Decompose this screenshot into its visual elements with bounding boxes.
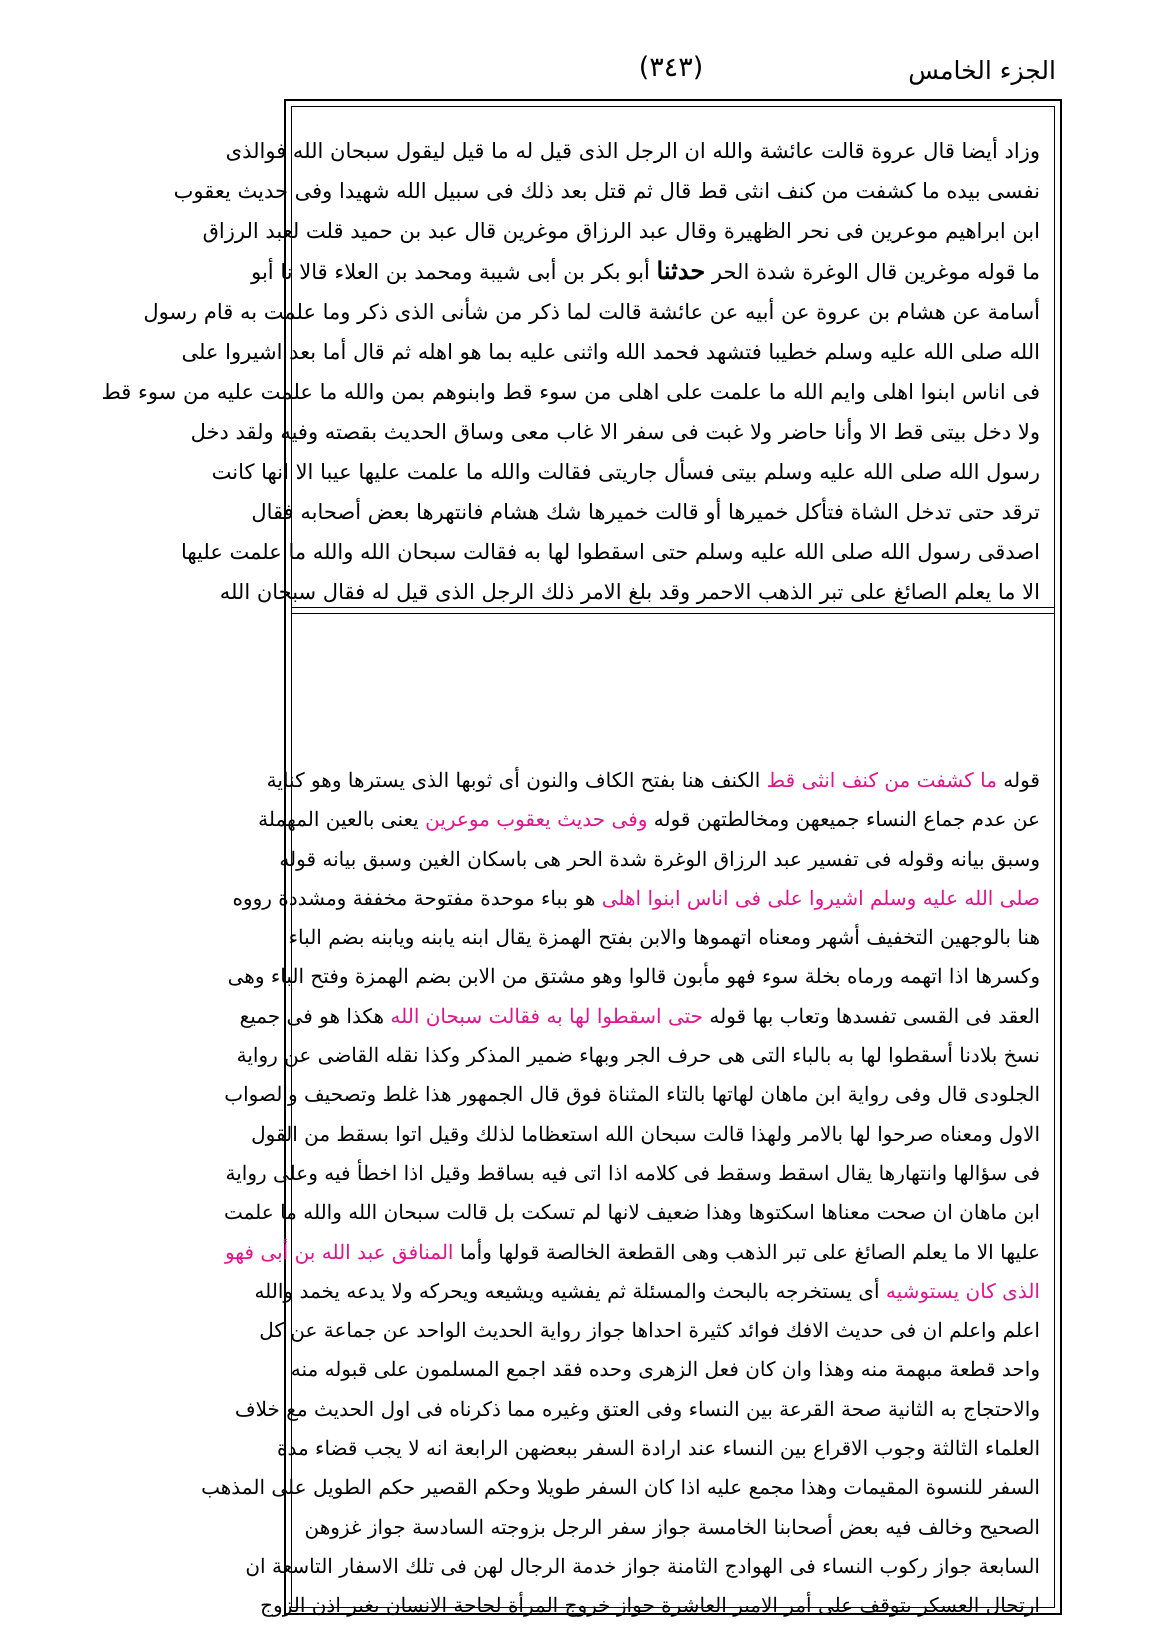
- commentary-line: العلماء الثالثة وجوب الاقراع بين النساء عند ارادة السفر ببعضهن الرابعة انه لا يجب قضاء مدة: [277, 1436, 1040, 1461]
- commentary-fragment: عليها الا ما يعلم الصائغ على تبر الذهب وهى القطعة الخالصة قولها وأما: [453, 1239, 1040, 1264]
- hadith-line: وزاد أيضا قال عروة قالت عائشة والله ان الرجل الذى قيل له ما قيل ليقول سبحان الله فوالذى: [225, 139, 1040, 163]
- page-frame: [101, 99, 1062, 1618]
- quoted-phrase: ما كشفت من كنف انثى قط: [766, 768, 997, 792]
- hadith-line-head: ما قوله موغرين قال الوغرة شدة الحر: [711, 260, 1040, 284]
- commentary-line: الاول ومعناه صرحوا لها بالامر ولهذا قالت سبحان الله استعظاما لذلك وقيل اتوا بسقط من القول: [251, 1121, 1040, 1146]
- commentary-line: [258, 800, 1040, 839]
- commentary-line: هنا بالوجهين التخفيف أشهر ومعناه اتهموها والابن بفتح الهمزة يقال ابنه يابنه ويابنه بضم الباء: [288, 925, 1040, 950]
- commentary-line: فى سؤالها وانتهارها يقال اسقط وسقط فى كلامه اذا اتى فيه بساقط وقيل اذا اخطأ فيه وعلى رواية: [225, 1160, 1040, 1185]
- commentary-text: [201, 761, 1040, 1618]
- commentary-fragment: عن عدم جماع النساء جميعهن ومخالطتهن قوله: [647, 807, 1040, 832]
- commentary-line: السابعة جواز ركوب النساء فى الهوادج الثامنة جواز خدمة الرجال لهن فى تلك الاسفار التاسعة ان: [245, 1553, 1040, 1578]
- hadith-line-with-heading: [251, 251, 1040, 292]
- commentary-line: ابن ماهان ان صحت معناها اسكتوها وهذا ضعيف لانها لم تسكت بل قالت سبحان الله والله ما علمت: [223, 1200, 1040, 1225]
- commentary-line: [224, 1233, 1040, 1272]
- commentary-line: [254, 1272, 1040, 1311]
- commentary-line: ارتحال العسكر يتوقف على أمر الامير العاشرة جواز خروج المرأة لحاجة الانسان بغير اذن الزوج: [260, 1593, 1040, 1618]
- quoted-phrase: حتى اسقطوا لها به فقالت سبحان الله: [390, 1003, 704, 1028]
- commentary-fragment: هو بباء موحدة مفتوحة مخففة ومشددة رووه: [232, 885, 602, 910]
- commentary-fragment: يعنى بالعين المهملة: [258, 807, 426, 832]
- commentary-line: والاحتجاج به الثانية صحة القرعة بين النساء وفى العتق وغيره مما ذكرناه فى اول الحديث مع خلاف: [234, 1396, 1040, 1421]
- hadith-line: فى اناس ابنوا اهلى وايم الله ما علمت على اهلى من سوء قط وابنوهم بمن والله ما علمت عليه من سوء قط: [101, 380, 1040, 404]
- commentary-line: واحد قطعة مبهمة منه وهذا وان كان فعل الزهرى وحده فقد اجمع المسلمون على قبوله منه: [290, 1357, 1040, 1382]
- hadith-line: أسامة عن هشام بن عروة عن أبيه عن عائشة قالت لما ذكر من شأنى الذى ذكر وما علمت به قام رسول: [143, 300, 1040, 324]
- haddathana-heading: حدثنا: [656, 256, 706, 285]
- commentary-line: الصحيح وخالف فيه بعض أصحابنا الخامسة جواز سفر الرجل بزوجته السادسة جواز غزوهن: [304, 1514, 1040, 1539]
- commentary-fragment: الكنف هنا بفتح الكاف والنون أى ثوبها الذى يسترها وهو كناية: [266, 768, 767, 792]
- hadith-line-tail: أبو بكر بن أبى شيبة ومحمد بن العلاء قالا نا أبو: [251, 260, 650, 284]
- commentary-line: نسخ بلادنا أسقطوا لها به بالباء التى هى حرف الجر وبهاء ضمير المذكر وكذا نقله القاضى عن رواية: [236, 1043, 1040, 1068]
- commentary-fragment: العقد فى القسى تفسدها وتعاب بها قوله: [703, 1003, 1040, 1028]
- hadith-line: ابن ابراهيم موعرين فى نحر الظهيرة وقال عبد الرزاق موغرين قال عبد بن حميد قلت لعبد الرزاق: [202, 219, 1040, 243]
- hadith-line: الا ما يعلم الصائغ على تبر الذهب الاحمر وقد بلغ الامر ذلك الرجل الذى قيل له فقال سبحان الله: [219, 580, 1040, 604]
- commentary-line: [232, 879, 1040, 918]
- commentary-line: الجلودى قال وفى رواية ابن ماهان لهاتها بالتاء المثناة فوق قال الجمهور هذا غلط وتصحيف والصواب: [224, 1082, 1040, 1107]
- hadith-line: الله صلى الله عليه وسلم خطيبا فتشهد فحمد الله واثنى عليه بما هو اهله ثم قال أما بعد اشيروا على: [181, 340, 1040, 364]
- commentary-fragment: أى يستخرجه بالبحث والمسئلة ثم يفشيه ويشيعه ويحركه ولا يدعه يخمد والله: [254, 1278, 886, 1303]
- commentary-line: اعلم واعلم ان فى حديث الافك فوائد كثيرة احداها جواز رواية الحديث الواحد عن جماعة عن كل: [259, 1318, 1040, 1343]
- hadith-text: [101, 131, 1040, 726]
- commentary-line: السفر للنسوة المقيمات وهذا مجمع عليه اذا كان السفر طويلا وحكم القصير حكم الطويل على المذهب: [201, 1475, 1040, 1500]
- commentary-fragment: هكذا هو فى جميع: [239, 1003, 391, 1028]
- commentary-line: وكسرها اذا اتهمه ورماه بخلة سوء فهو مأبون قالوا وهو مشتق من الابن بضم الهمزة وفتح الباء وهى: [227, 964, 1040, 989]
- hadith-line: اصدقى رسول الله صلى الله عليه وسلم حتى اسقطوا لها به فقالت سبحان الله والله ما علمت عليها: [180, 540, 1040, 564]
- commentary-fragment: قوله: [996, 768, 1040, 792]
- quoted-phrase: صلى الله عليه وسلم اشيروا على فى اناس ابنوا اهلى: [601, 885, 1040, 910]
- page-header: [284, 48, 1056, 98]
- commentary-line: [239, 997, 1040, 1036]
- commentary-line: وسبق بيانه وقوله فى تفسير عبد الرزاق الوغرة شدة الحر هى باسكان الغين وسبق بيانه قوله: [279, 846, 1040, 871]
- hadith-line: ولا دخل بيتى قط الا وأنا حاضر ولا غبت فى سفر الا غاب معى وساق الحديث بقصته وفيه ولقد دخل: [190, 420, 1040, 444]
- quoted-phrase: الذى كان يستوشيه: [885, 1278, 1040, 1303]
- running-title: الجزء الخامس: [908, 56, 1056, 85]
- quoted-phrase: المنافق عبد الله بن أبى فهو: [224, 1239, 454, 1264]
- hadith-line: رسول الله صلى الله عليه وسلم بيتى فسأل جاريتى فقالت والله ما علمت عليها عيبا الا انها كانت: [211, 460, 1040, 484]
- page-number: (٣٤٣): [638, 52, 704, 83]
- hadith-line: نفسى بيده ما كشفت من كنف انثى قط قال ثم قتل بعد ذلك فى سبيل الله شهيدا وفى حديث يعقوب: [173, 179, 1040, 203]
- hadith-line: ترقد حتى تدخل الشاة فتأكل خميرها أو قالت خميرها شك هشام فانتهرها بعض أصحابه فقال: [251, 500, 1040, 524]
- quoted-phrase: وفى حديث يعقوب موعرين: [425, 807, 648, 832]
- commentary-line: [266, 761, 1040, 800]
